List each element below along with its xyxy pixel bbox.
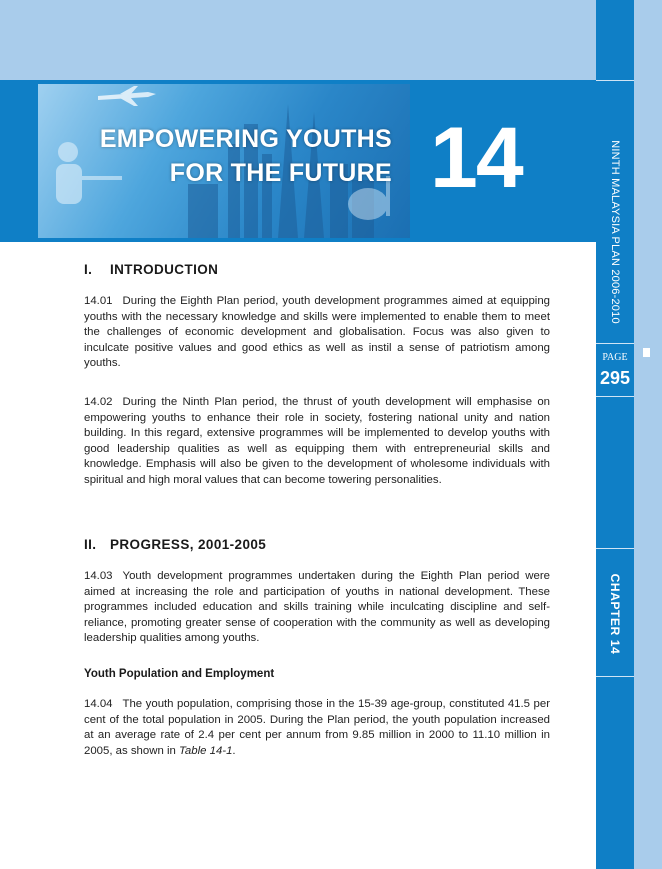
table-reference: Table 14-1 [179,744,233,757]
top-band [0,0,596,80]
section-title: INTRODUCTION [110,262,219,277]
page-label: PAGE [602,352,628,363]
sidebar-divider [596,343,634,344]
paragraph-14-01 [84,294,550,372]
sidebar-divider [596,548,634,549]
section-title: PROGRESS, 2001-2005 [110,537,267,552]
section-number: II. [84,537,97,552]
sidebar [596,0,634,869]
chapter-number: 14 [430,110,522,206]
paragraph-number: 14.01 [84,295,113,307]
paragraph-number: 14.04 [84,698,113,710]
chapter-label-vertical: CHAPTER 14 [608,573,622,655]
paragraph-text: During the Ninth Plan period, the thrust of youth development will emphasise on empowering youths to enhance their role in society, fostering national unity and nation building. In this regard, extensive programmes will be implemented to develop youths with good leadership qualities as well as equipping them with entrepreneurial skills and knowledge. Emphasis will also be given to the development of wholesome individuals with spiritual and high moral values that can become towering personalities. [84,396,550,486]
paragraph-14-02 [84,395,550,488]
sidebar-divider [596,676,634,677]
chapter-banner [0,80,596,242]
section-heading-introduction [84,262,218,278]
chapter-title [0,122,392,190]
section-heading-progress [84,537,266,553]
section-number: I. [84,262,93,277]
chapter-title-line-1: EMPOWERING YOUTHS [99,125,392,153]
paragraph-number: 14.03 [84,570,113,582]
paragraph-text: The youth population, comprising those in the 15-39 age-group, constituted 41.5 per cent of the total population in 2005. During the Plan period, the youth population increased at an average rate of 2.4 per cent per annum from 9.85 million in 2000 to 11.10 million in 2005, as shown in [84,698,550,757]
subheading-youth-population: Youth Population and Employment [84,668,275,680]
page-marker [643,348,650,357]
paragraph-14-04 [84,697,550,759]
paragraph-text: During the Eighth Plan period, youth development programmes aimed at equipping youths with the necessary knowledge and skills were implemented to enable them to meet the challenges of economic development and globalisation. Focus was also given to inculcate positive values and good ethics as well as instil a sense of patriotism among youths. [84,295,550,369]
plan-title-vertical: NINTH MALAYSIA PLAN 2006-2010 [609,140,621,324]
sidebar-divider [596,80,634,81]
sidebar-edge [634,0,662,869]
page-number: 295 [599,368,631,388]
paragraph-number: 14.02 [84,396,113,408]
sidebar-divider [596,396,634,397]
paragraph-end: . [232,744,236,757]
chapter-title-line-2: FOR THE FUTURE [169,159,392,187]
paragraph-text: Youth development programmes undertaken during the Eighth Plan period were aimed at increasing the role and participation of youths in national development. These programmes included education and skills training while inculcating discipline and self-reliance, promoting greater sense of cooperation with the community as well as developing leadership qualities among youths. [84,570,550,644]
paragraph-14-03 [84,569,550,647]
